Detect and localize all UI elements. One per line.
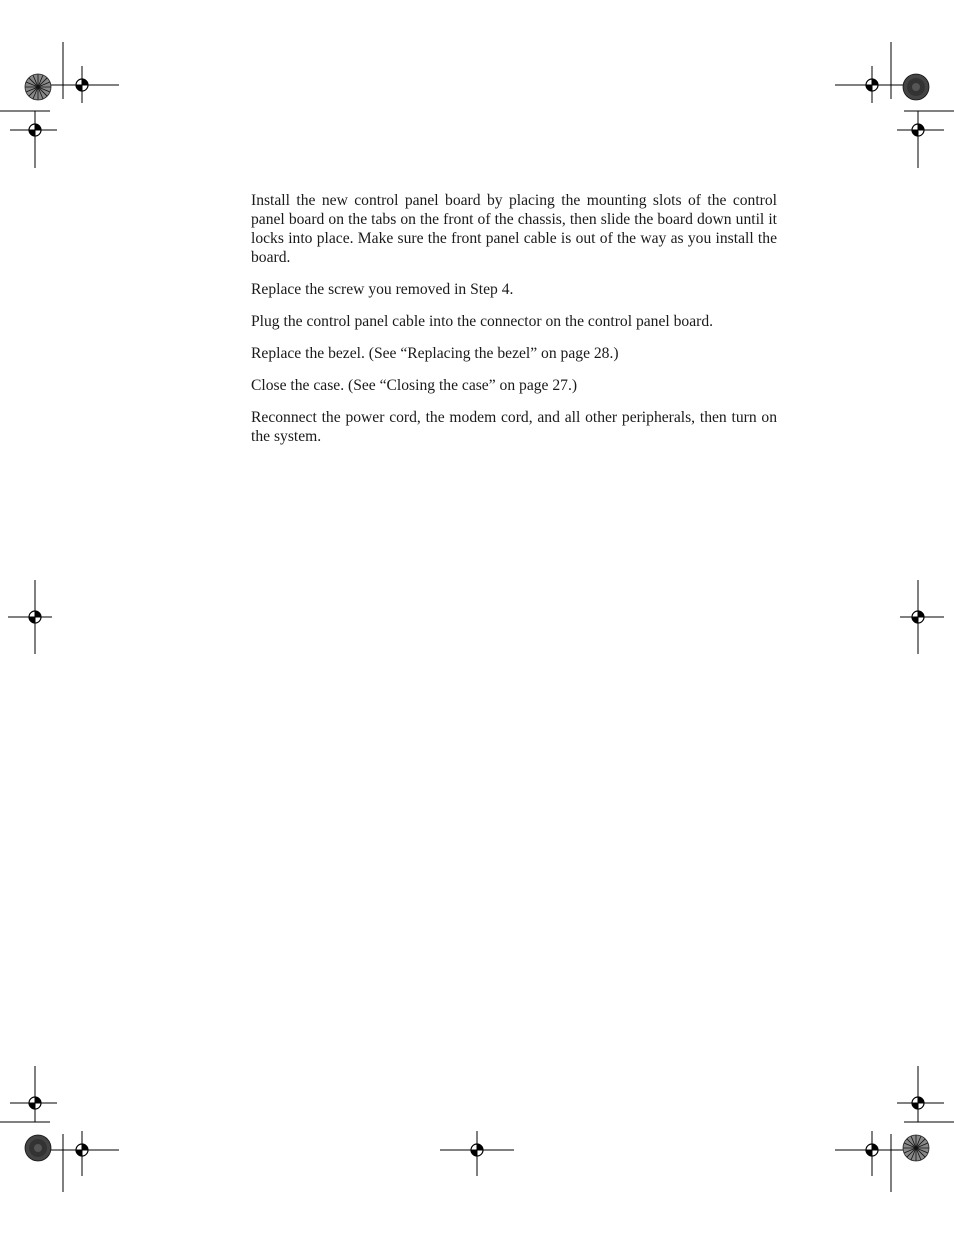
crop-mark-top-left [0,42,119,168]
crop-mark-top-right [835,42,954,168]
crop-mark-bottom-left [0,1066,119,1192]
registration-target-icon [29,124,41,136]
star-target-icon [25,74,51,100]
registration-target-icon [912,124,924,136]
paragraph-replace-screw: Replace the screw you removed in Step 4. [251,281,514,298]
registration-target-icon [76,1144,88,1156]
paragraph-install-board: Install the new control panel board by placing the mounting slots of the control panel board on the tabs on the front of the chassis, then slide the board down until it locks into place. Make sure the front panel cable is out of the way as you install the board. [251,192,777,266]
star-target-icon [25,1135,51,1161]
registration-target-icon [866,79,878,91]
registration-target-icon [29,611,41,623]
paragraph-replace-bezel: Replace the bezel. (See “Replacing the bezel” on page 28.) [251,345,619,362]
paragraph-plug-cable: Plug the control panel cable into the connector on the control panel board. [251,313,714,330]
star-target-icon [903,74,929,100]
registration-target-icon [866,1144,878,1156]
registration-target-icon [912,611,924,623]
star-target-icon [903,1135,929,1161]
crop-mark-bottom-right [835,1066,954,1192]
registration-target-icon [76,79,88,91]
registration-target-icon [29,1097,41,1109]
page-body [251,191,777,446]
registration-target-icon [912,1097,924,1109]
registration-target-icon [471,1144,483,1156]
paragraph-close-case: Close the case. (See “Closing the case” on page 27.) [251,377,578,394]
paragraph-reconnect-power: Reconnect the power cord, the modem cord, and all other peripherals, then turn on the system. [251,409,777,445]
